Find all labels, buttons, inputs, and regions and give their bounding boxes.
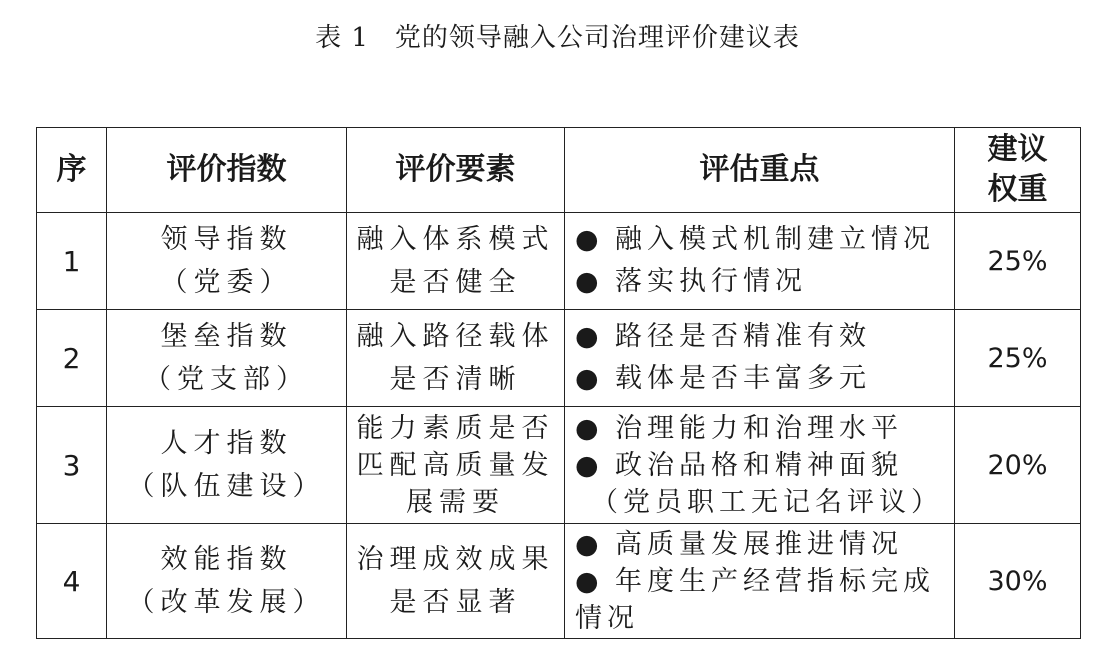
index-name: 堡垒指数 [160,321,293,352]
focus-text: 治理能力和治理水平 [615,412,903,444]
bullet-icon: ● [575,321,599,352]
focus-note: （党员职工无记名评议） [591,486,943,518]
bullet-icon: ● [575,266,599,297]
header-weight-line2: 权重 [987,172,1048,207]
header-weight-line1: 建议 [987,132,1048,167]
table-title: 党的领导融入公司治理评价建议表 [394,23,800,53]
element-line: 融入体系模式 [356,224,555,255]
element-line: 匹配高质量发 [356,449,555,481]
header-weight [955,128,1081,213]
bullet-icon: ● [575,565,599,597]
index-cell [107,310,347,407]
focus-text: 高质量发展推进情况 [615,528,903,560]
focus-point [575,526,954,563]
bullet-icon: ● [575,412,599,444]
index-sub: （党支部） [144,364,309,395]
index-sub: （队伍建设） [127,471,326,502]
element-line: 是否健全 [389,267,522,298]
element-line: 能力素质是否 [356,412,555,444]
element-line: 是否显著 [389,587,522,618]
elements-cell [347,310,565,407]
bullet-icon: ● [575,224,599,255]
focus-point [575,410,954,447]
focus-note: 情况 [575,602,639,634]
bullet-icon: ● [575,449,599,481]
weight-cell: 30% [955,524,1081,639]
focus-text: 落实执行情况 [615,266,807,297]
element-line: 融入路径载体 [356,321,555,352]
header-seq: 序 [37,128,107,213]
row-number: 1 [37,213,107,310]
evaluation-table [36,127,1081,639]
header-row [37,128,1081,213]
focus-cell [565,310,955,407]
header-elements: 评价要素 [347,128,565,213]
focus-text: 年度生产经营指标完成 [615,565,935,597]
row-number: 2 [37,310,107,407]
element-line: 治理成效成果 [356,544,555,575]
header-index: 评价指数 [107,128,347,213]
table-row [37,213,1081,310]
focus-point [575,219,954,261]
focus-text: 路径是否精准有效 [615,321,871,352]
index-name: 人才指数 [160,428,293,459]
elements-cell [347,407,565,524]
element-line: 是否清晰 [389,364,522,395]
elements-cell [347,213,565,310]
table-number: 表 1 [315,23,369,53]
row-number: 4 [37,524,107,639]
index-sub: （党委） [160,267,293,298]
index-cell [107,407,347,524]
focus-point [575,447,954,484]
table-row [37,407,1081,524]
weight-cell: 25% [955,310,1081,407]
focus-cell [565,407,955,524]
focus-cell [565,213,955,310]
focus-cell [565,524,955,639]
index-sub: （改革发展） [127,587,326,618]
focus-point [575,563,954,600]
table-row [37,524,1081,639]
elements-cell [347,524,565,639]
weight-cell: 25% [955,213,1081,310]
index-name: 效能指数 [160,544,293,575]
focus-point [575,261,954,303]
index-name: 领导指数 [160,224,293,255]
bullet-icon: ● [575,363,599,394]
focus-text: 融入模式机制建立情况 [615,224,935,255]
focus-text: 载体是否丰富多元 [615,363,871,394]
table-row [37,310,1081,407]
index-cell [107,213,347,310]
row-number: 3 [37,407,107,524]
element-line: 展需要 [406,486,505,518]
focus-text: 政治品格和精神面貌 [615,449,903,481]
index-cell [107,524,347,639]
table-caption [0,18,1115,58]
bullet-icon: ● [575,528,599,560]
focus-point [575,358,954,400]
focus-point [575,316,954,358]
weight-cell: 20% [955,407,1081,524]
header-focus: 评估重点 [565,128,955,213]
